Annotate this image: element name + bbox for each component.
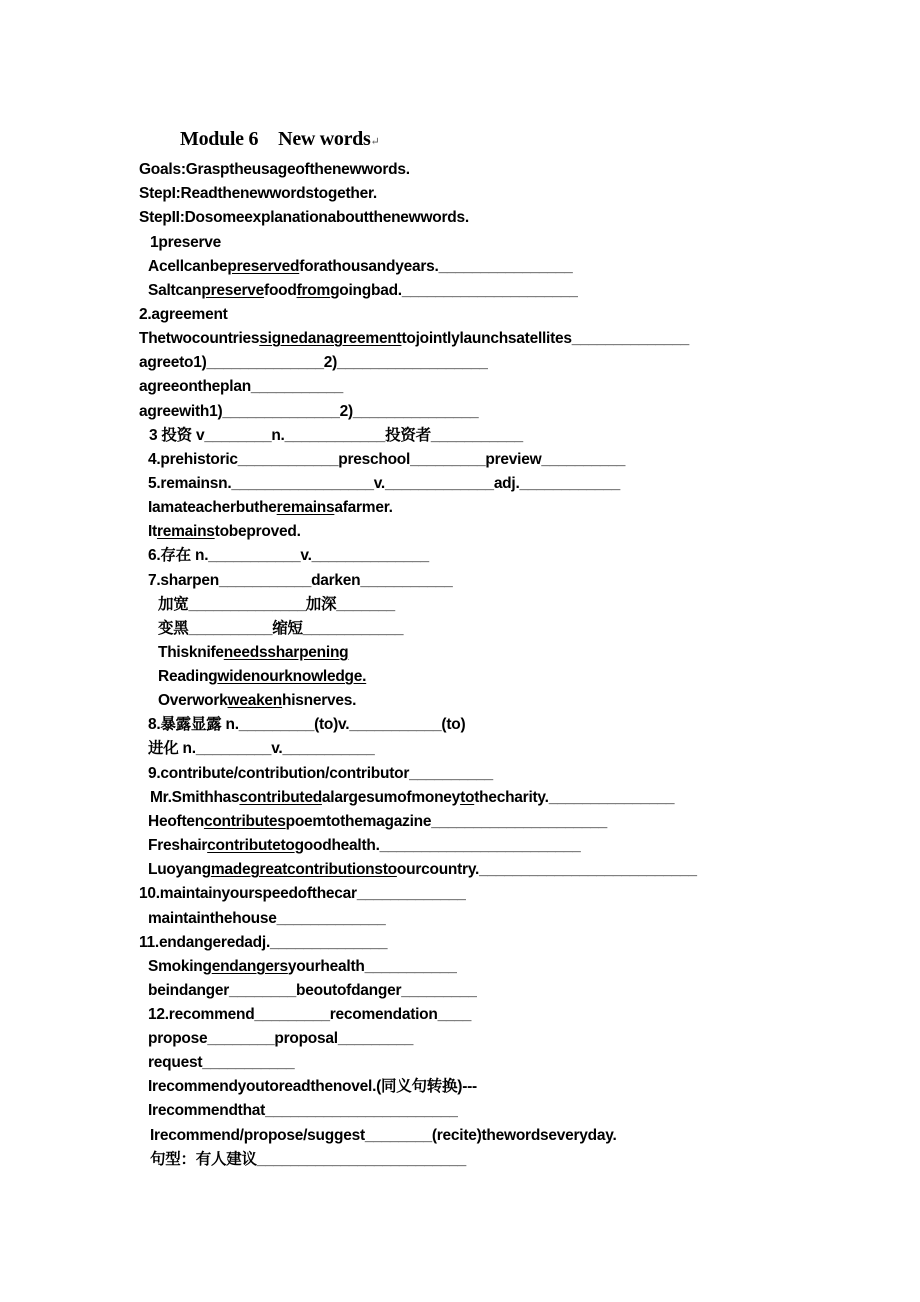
worksheet-line [158, 595, 395, 615]
answer-blank[interactable]: ________ [229, 982, 297, 999]
line-text: 10.maintainyourspeedofthecar [139, 885, 357, 902]
line-text: Irecommend/propose/suggest [150, 1127, 365, 1144]
underlined-term: signedanagreement [259, 330, 402, 347]
line-text: Heoften [148, 813, 204, 830]
line-text: 2) [323, 354, 338, 371]
worksheet-line [148, 1053, 294, 1073]
answer-blank[interactable]: ___________ [360, 572, 453, 589]
answer-blank[interactable]: _________ [238, 716, 315, 733]
answer-blank[interactable]: ____________ [284, 427, 386, 444]
worksheet-line [158, 643, 348, 663]
answer-blank[interactable]: _________ [401, 982, 477, 999]
answer-blank[interactable]: ___________ [218, 572, 312, 589]
answer-blank[interactable]: ____________ [519, 475, 620, 492]
worksheet-line [148, 450, 625, 470]
worksheet-line [148, 812, 607, 832]
worksheet-line [148, 715, 465, 735]
answer-blank[interactable]: ______________ [206, 354, 324, 371]
line-text: 进化 n. [148, 740, 196, 757]
underlined-term: endangers [211, 958, 288, 975]
line-text: Goals:Grasptheusageofthenewwords. [139, 161, 410, 178]
line-text: 9.contribute/contribution/contributor [148, 765, 410, 782]
line-text: preview [485, 451, 542, 468]
line-text: v. [271, 740, 283, 757]
answer-blank[interactable]: _________ [195, 740, 272, 757]
line-text: 缩短 [272, 620, 303, 637]
line-text: 句型：有人建议 [150, 1151, 257, 1168]
line-text: preschool [338, 451, 411, 468]
line-text: n. [271, 427, 285, 444]
line-text: ourcountry. [396, 861, 480, 878]
worksheet-line [148, 1005, 471, 1025]
line-text: Luoyang [148, 861, 211, 878]
worksheet-line [148, 257, 573, 277]
line-text: tojointlylaunchsatellites [401, 330, 572, 347]
line-text: yourhealth [287, 958, 365, 975]
answer-blank[interactable]: _________________________ [256, 1151, 467, 1168]
line-text: beindanger [148, 982, 230, 999]
worksheet-line [158, 667, 366, 687]
answer-blank[interactable]: ______________ [311, 547, 429, 564]
answer-blank[interactable]: _______________ [548, 789, 675, 806]
worksheet-line [139, 184, 377, 204]
line-text: Irecommendthat [148, 1102, 266, 1119]
line-text: recomendation [329, 1006, 438, 1023]
underlined-term: widenourknowledge. [217, 668, 367, 685]
line-text: 5.remainsn. [148, 475, 232, 492]
line-text: goodhealth. [294, 837, 380, 854]
line-text: goingbad. [330, 282, 402, 299]
answer-blank[interactable]: ___________ [250, 378, 343, 395]
answer-blank[interactable]: _____________________ [431, 813, 607, 830]
line-text: thecharity. [474, 789, 549, 806]
line-text: Freshair [148, 837, 208, 854]
worksheet-line [150, 1150, 466, 1170]
answer-blank[interactable]: _________ [410, 451, 486, 468]
line-text: propose [148, 1030, 208, 1047]
worksheet-line [139, 208, 469, 228]
underlined-term: contributed [239, 789, 322, 806]
worksheet-line [139, 402, 478, 422]
line-text: StepII:Dosomeexplanationaboutthenewwords. [139, 209, 469, 226]
line-text: food [264, 282, 297, 299]
line-text: Reading [158, 668, 218, 685]
line-text: maintainthehouse [148, 910, 277, 927]
line-text: Thetwocountries [139, 330, 260, 347]
worksheet-line [139, 933, 387, 953]
answer-blank[interactable]: ___________ [349, 716, 442, 733]
line-text: poemtothemagazine [285, 813, 432, 830]
answer-blank[interactable]: ________ [364, 1127, 432, 1144]
line-text: Acellcanbe [148, 258, 228, 275]
underlined-term: contributes [203, 813, 286, 830]
answer-blank[interactable]: __________ [409, 765, 493, 782]
answer-blank[interactable]: ________________________ [379, 837, 581, 854]
line-text: 11.endangeredadj. [139, 934, 270, 951]
answer-blank[interactable]: ___________ [202, 1054, 295, 1071]
line-text: hisnerves. [282, 692, 357, 709]
worksheet-line [148, 281, 578, 301]
line-text: 加宽 [158, 596, 189, 613]
answer-blank[interactable]: _______________ [352, 403, 479, 420]
answer-blank[interactable]: _____________ [356, 885, 466, 902]
worksheet-line [158, 691, 356, 711]
answer-blank[interactable]: __________________________ [479, 861, 697, 878]
line-text: 3 投资 v [149, 427, 205, 444]
worksheet-line [150, 1126, 617, 1146]
line-text: 1preserve [150, 234, 222, 251]
worksheet-line [148, 1101, 458, 1121]
answer-blank[interactable]: ___________ [430, 427, 523, 444]
worksheet-line [139, 305, 228, 325]
line-text: Irecommendyoutoreadthenovel.(同义句转换)--- [148, 1078, 477, 1095]
line-text: afarmer. [334, 499, 393, 516]
worksheet-line [150, 233, 221, 253]
underlined-term: weaken [227, 692, 283, 709]
worksheet-line [139, 329, 689, 349]
title-module: Module 6 [180, 128, 259, 150]
title-words: New words [278, 128, 371, 150]
answer-blank[interactable]: ____________ [302, 620, 404, 637]
line-text: 投资者 [385, 427, 431, 444]
answer-blank[interactable]: _________________ [231, 475, 374, 492]
worksheet-line [148, 474, 620, 494]
worksheet-line [139, 160, 410, 180]
worksheet-line [148, 522, 301, 542]
line-text: StepI:Readthenewwordstogether. [139, 185, 377, 202]
worksheet-line [148, 571, 452, 591]
page-title [180, 128, 379, 151]
worksheet-line [148, 739, 375, 759]
line-text: (recite)thewordseveryday. [431, 1127, 617, 1144]
worksheet-line [139, 353, 488, 373]
underlined-term: contributeto [207, 837, 295, 854]
answer-blank[interactable]: __________________ [337, 354, 488, 371]
line-text: darken [311, 572, 361, 589]
worksheet-line [148, 909, 385, 929]
line-text: 7.sharpen [148, 572, 219, 589]
answer-blank[interactable]: ________ [204, 427, 272, 444]
worksheet-line [158, 619, 403, 639]
line-text: 2.agreement [139, 306, 228, 323]
line-text: Smoking [148, 958, 212, 975]
worksheet-line [148, 764, 493, 784]
line-text: proposal [274, 1030, 338, 1047]
answer-blank[interactable]: ______________ [188, 596, 306, 613]
line-text: 2) [339, 403, 353, 420]
paragraph-mark: ↵ [370, 136, 380, 148]
line-text: (to)v. [314, 716, 350, 733]
underlined-term: needssharpening [223, 644, 349, 661]
answer-blank[interactable]: ____ [437, 1006, 472, 1023]
worksheet-line [148, 860, 697, 880]
answer-blank[interactable]: _____________ [276, 910, 386, 927]
line-text: tobeproved. [214, 523, 301, 540]
line-text: Iamateacherbuthe [148, 499, 277, 516]
answer-blank[interactable]: _______ [336, 596, 395, 613]
answer-blank[interactable]: ______________ [270, 934, 388, 951]
worksheet-line [148, 546, 429, 566]
line-text: 12.recommend [148, 1006, 255, 1023]
line-text: agreeto1) [139, 354, 207, 371]
worksheet-line [148, 981, 477, 1001]
answer-blank[interactable]: _________ [254, 1006, 330, 1023]
line-text: 6.存在 n. [148, 547, 209, 564]
line-text: forathousandyears. [299, 258, 439, 275]
worksheet-line [148, 498, 393, 518]
answer-blank[interactable]: ___________ [208, 547, 301, 564]
line-text: beoutofdanger [296, 982, 402, 999]
worksheet-line [148, 1077, 477, 1097]
line-text: 加深 [305, 596, 337, 613]
underlined-term: remains [156, 523, 215, 540]
answer-blank[interactable]: ________ [207, 1030, 275, 1047]
underlined-term: preserved [227, 258, 300, 275]
line-text: 4.prehistoric [148, 451, 238, 468]
worksheet-line [150, 788, 674, 808]
line-text: Overwork [158, 692, 228, 709]
line-text: request [148, 1054, 203, 1071]
underlined-term: to [460, 789, 475, 806]
line-text: v. [300, 547, 312, 564]
answer-blank[interactable]: ___________ [282, 740, 375, 757]
worksheet-line [148, 1029, 413, 1049]
answer-blank[interactable]: _________ [337, 1030, 414, 1047]
underlined-term: preserve [201, 282, 265, 299]
answer-blank[interactable]: ____________ [237, 451, 339, 468]
answer-blank[interactable]: _______________________ [265, 1102, 458, 1119]
line-text: agreewith1) [139, 403, 223, 420]
answer-blank[interactable]: ______________ [222, 403, 340, 420]
worksheet-line [139, 884, 466, 904]
worksheet-line [148, 957, 457, 977]
line-text: (to) [441, 716, 466, 733]
line-text: It [148, 523, 157, 540]
worksheet-line [149, 426, 523, 446]
answer-blank[interactable]: _____________________ [401, 282, 578, 299]
line-text: 变黑 [158, 620, 189, 637]
line-text: Mr.Smithhas [150, 789, 240, 806]
answer-blank[interactable]: __________ [541, 451, 626, 468]
line-text: adj. [493, 475, 520, 492]
line-text: Saltcan [148, 282, 202, 299]
line-text: 8.暴露显露 n. [148, 716, 239, 733]
line-text: Thisknife [158, 644, 224, 661]
answer-blank[interactable]: __________ [188, 620, 273, 637]
underlined-term: madegreatcontributionsto [210, 861, 397, 878]
answer-blank[interactable]: _____________ [384, 475, 494, 492]
answer-blank[interactable]: ________________ [438, 258, 573, 275]
answer-blank[interactable]: ______________ [571, 330, 689, 347]
underlined-term: remains [276, 499, 335, 516]
answer-blank[interactable]: ___________ [364, 958, 457, 975]
line-text: v. [373, 475, 385, 492]
line-text: agreeontheplan [139, 378, 251, 395]
underlined-term: from [296, 282, 331, 299]
worksheet-line [148, 836, 581, 856]
worksheet-line [139, 377, 343, 397]
line-text: alargesumofmoney [321, 789, 461, 806]
